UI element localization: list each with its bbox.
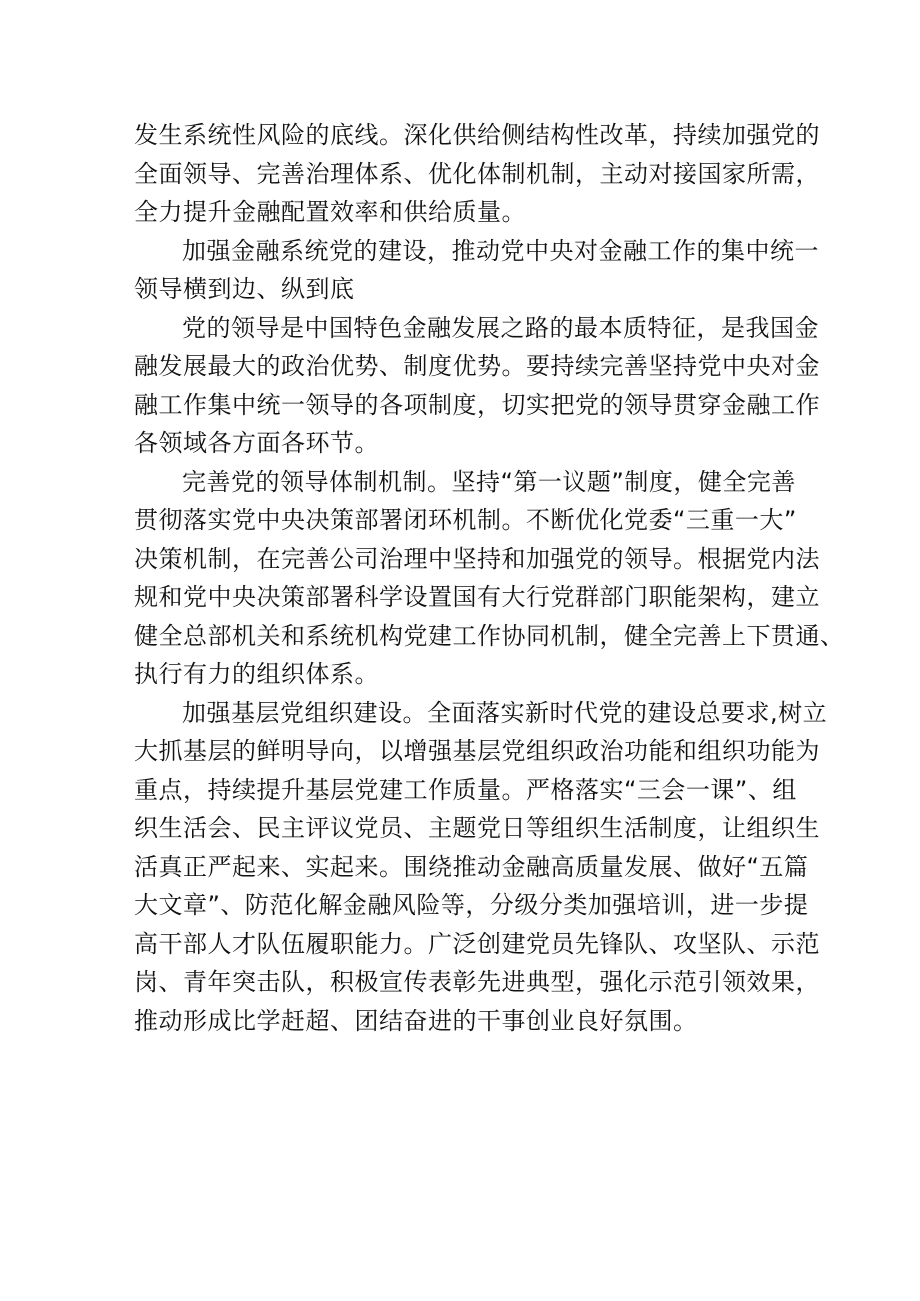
paragraph-3: [134, 463, 845, 694]
text-line: 决策机制，在完善公司治理中坚持和加强党的领导。根据党内法: [134, 544, 820, 573]
text-line: 加强金融系统党的建设，推动党中央对金融工作的集中统一: [182, 236, 819, 265]
text-line: 全力提升金融配置效率和供给质量。: [134, 198, 526, 226]
text-line: 大文章”、防范化解金融风险等，分级分类加强培训，进一步提: [134, 891, 809, 919]
text-line: 融发展最大的政治优势、制度优势。要持续完善坚持党中央对金: [134, 352, 820, 380]
text-line: 发生系统性风险的底线。深化供给侧结构性改革，持续加强党的: [134, 121, 820, 149]
text-line: 各领域各方面各环节。: [134, 429, 379, 457]
text-line: 加强基层党组织建设。全面落实新时代党的建设总要求,树立: [182, 698, 828, 727]
paragraph-2: [134, 309, 820, 463]
text-line: 织生活会、民主评议党员、主题党日等组织生活制度，让组织生: [134, 814, 820, 842]
text-line: 执行有力的组织体系。: [134, 660, 379, 688]
text-line: 重点，持续提升基层党建工作质量。严格落实“三会一课”、组: [134, 775, 797, 804]
section-heading: [134, 232, 819, 309]
paragraph-1: [134, 116, 820, 232]
text-line: 党的领导是中国特色金融发展之路的最本质特征，是我国金: [182, 313, 819, 342]
text-line: 健全总部机关和系统机构党建工作协同机制，健全完善上下贯通、: [134, 621, 845, 650]
text-line: 领导横到边、纵到底: [134, 275, 355, 303]
text-line: 融工作集中统一领导的各项制度，切实把党的领导贯穿金融工作: [134, 390, 820, 419]
document-body: [134, 116, 845, 1040]
text-line: 贯彻落实党中央决策部署闭环机制。不断优化党委“三重一大”: [134, 506, 797, 534]
text-line: 规和党中央决策部署科学设置国有大行党群部门职能架构，建立: [134, 583, 820, 611]
text-line: 完善党的领导体制机制。坚持“第一议题”制度，健全完善: [182, 467, 796, 496]
text-line: 高干部人才队伍履职能力。广泛创建党员先锋队、攻坚队、示范: [134, 929, 820, 958]
paragraph-4: [134, 694, 828, 1041]
text-line: 大抓基层的鲜明导向，以增强基层党组织政治功能和组织功能为: [134, 737, 820, 765]
text-line: 全面领导、完善治理体系、优化体制机制，主动对接国家所需，: [134, 159, 820, 188]
text-line: 推动形成比学赶超、团结奋进的干事创业良好氛围。: [134, 1006, 698, 1035]
text-line: 活真正严起来、实起来。围绕推动金融高质量发展、做好“五篇: [134, 852, 809, 881]
text-line: 岗、青年突击队，积极宣传表彰先进典型，强化示范引领效果，: [134, 968, 820, 996]
